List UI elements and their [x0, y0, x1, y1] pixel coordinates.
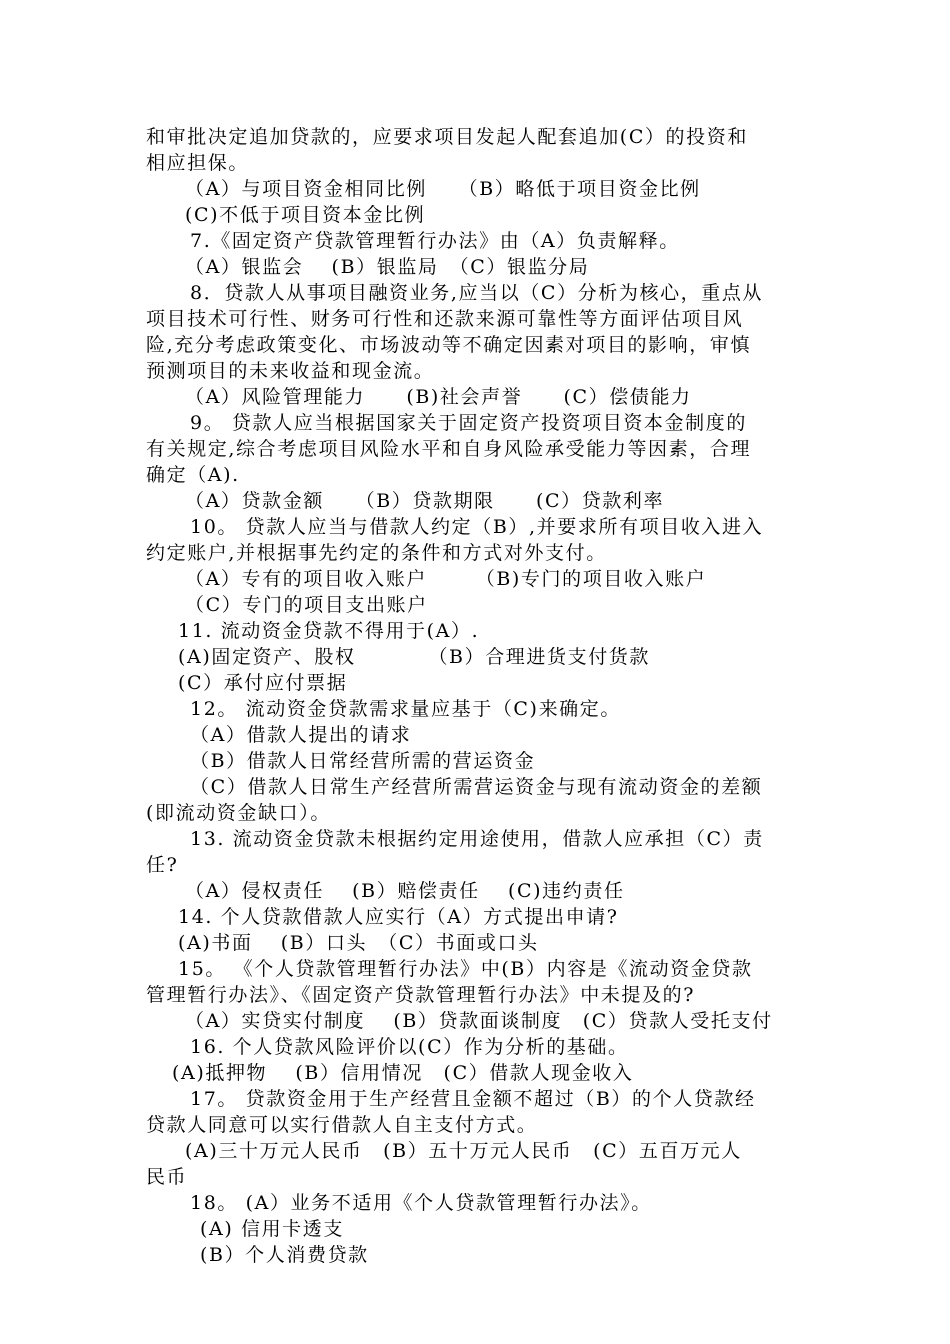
text-line: （A）专有的项目收入账户 （B)专门的项目收入账户: [185, 568, 707, 590]
text-line: （A）风险管理能力 (B)社会声誉 (C）偿债能力: [185, 386, 692, 408]
text-line: (A) 信用卡透支: [200, 1218, 344, 1240]
text-line: 项目技术可行性、财务可行性和还款来源可靠性等方面评估项目风: [146, 308, 744, 330]
text-line: （A）借款人提出的请求: [190, 724, 412, 746]
text-line: 管理暂行办法》、《固定资产贷款管理暂行办法》中未提及的?: [146, 984, 695, 1006]
text-line: 15。 《个人贷款管理暂行办法》中(B）内容是《流动资金贷款: [178, 958, 753, 980]
text-line: (B）个人消费贷款: [200, 1244, 369, 1266]
text-line: 预测项目的未来收益和现金流。: [146, 360, 435, 382]
text-line: 13. 流动资金贷款未根据约定用途使用，借款人应承担（C）责: [190, 828, 764, 850]
text-line: 约定账户,并根据事先约定的条件和方式对外支付。: [146, 542, 607, 564]
text-line: （A）实贷实付制度 (B）贷款面谈制度 (C）贷款人受托支付: [185, 1010, 773, 1032]
text-line: 12。 流动资金贷款需求量应基于（C)来确定。: [190, 698, 621, 720]
text-line: （C）专门的项目支出账户: [185, 594, 428, 616]
text-line: 7.《固定资产贷款管理暂行办法》由（A）负责解释。: [190, 230, 680, 252]
text-line: 18。 (A）业务不适用《个人贷款管理暂行办法》。: [190, 1192, 652, 1214]
text-line: 11. 流动资金贷款不得用于(A）.: [178, 620, 480, 642]
text-line: 民币: [146, 1166, 188, 1188]
text-line: （B）借款人日常经营所需的营运资金: [190, 750, 536, 772]
text-line: 14. 个人贷款借款人应实行（A）方式提出申请?: [178, 906, 619, 928]
text-line: （A）侵权责任 (B）赔偿责任 (C)违约责任: [185, 880, 625, 902]
text-line: (即流动资金缺口）。: [146, 802, 331, 824]
text-line: 险,充分考虑政策变化、市场波动等不确定因素对项目的影响，审慎: [146, 334, 752, 356]
text-line: 贷款人同意可以实行借款人自主支付方式。: [146, 1114, 538, 1136]
text-line: (A)书面 (B）口头 （C）书面或口头: [178, 932, 539, 954]
text-line: 和审批决定追加贷款的，应要求项目发起人配套追加(C）的投资和: [146, 126, 748, 148]
text-line: 有关规定,综合考虑项目风险水平和自身风险承受能力等因素，合理: [146, 438, 752, 460]
text-line: 相应担保。: [146, 152, 250, 174]
text-line: （A）贷款金额 （B）贷款期限 (C）贷款利率: [185, 490, 665, 512]
text-line: (A)三十万元人民币 (B）五十万元人民币 (C）五百万元人: [185, 1140, 742, 1162]
text-line: 确定（A).: [146, 464, 240, 486]
text-line: 任?: [146, 854, 179, 876]
text-line: 9。 贷款人应当根据国家关于固定资产投资项目资本金制度的: [190, 412, 747, 434]
text-line: 16. 个人贷款风险评价以(C）作为分析的基础。: [190, 1036, 629, 1058]
text-line: （A）与项目资金相同比例 （B）略低于项目资金比例: [185, 178, 701, 200]
text-line: （A）银监会 (B）银监局 （C）银监分局: [185, 256, 590, 278]
text-line: （C）借款人日常生产经营所需营运资金与现有流动资金的差额: [190, 776, 763, 798]
text-line: 10。 贷款人应当与借款人约定（B）,并要求所有项目收入进入: [190, 516, 764, 538]
text-line: 8．贷款人从事项目融资业务,应当以（C）分析为核心，重点从: [190, 282, 764, 304]
text-line: (C)不低于项目资本金比例: [185, 204, 426, 226]
text-line: (A)固定资产、股权 （B）合理进货支付货款: [178, 646, 651, 668]
text-line: (C）承付应付票据: [178, 672, 348, 694]
text-line: (A)抵押物 (B）信用情况 (C）借款人现金收入: [172, 1062, 634, 1084]
text-line: 17。 贷款资金用于生产经营且金额不超过（B）的个人贷款经: [190, 1088, 756, 1110]
